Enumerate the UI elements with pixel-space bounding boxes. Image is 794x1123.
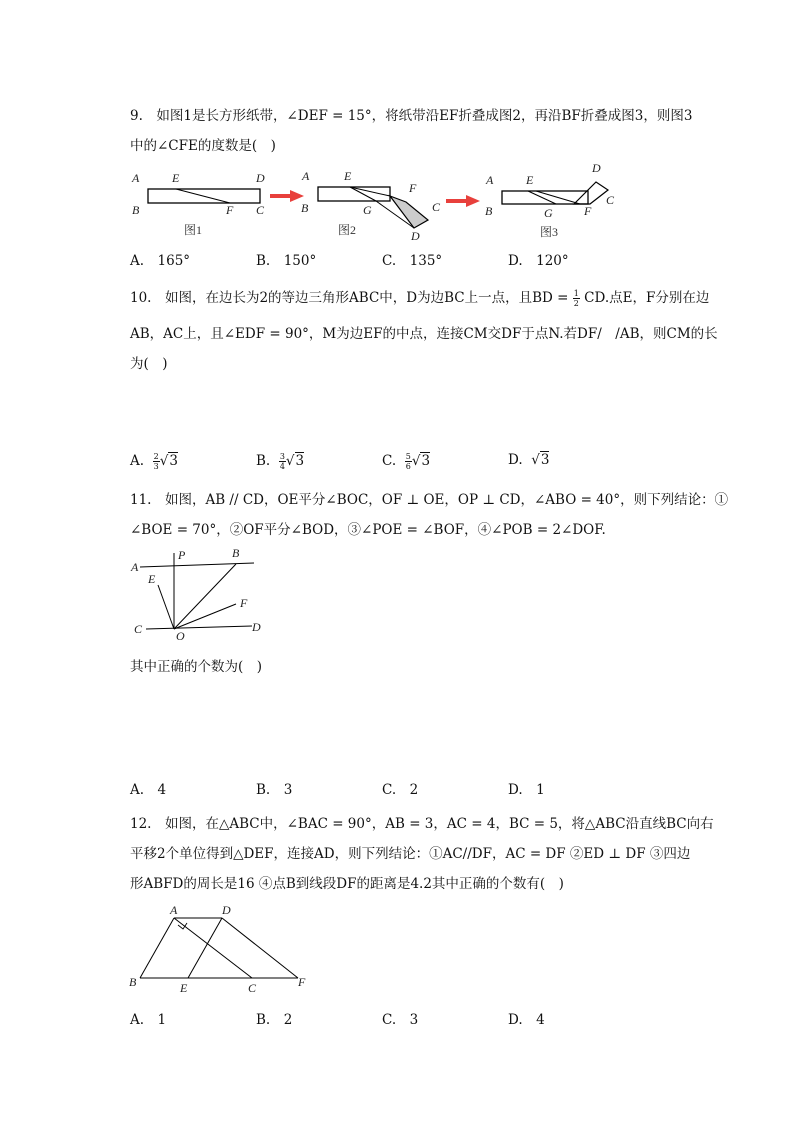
q12-figure <box>126 902 316 997</box>
q12-stem-line1: 12. 如图，在△ABC中，∠BAC = 90°，AB = 3，AC = 4，BC = 5，将△ABC沿直线BC向右 <box>130 816 714 832</box>
q11-stem-line1: 11. 如图，AB // CD，OE平分∠BOC，OF ⊥ OE，OP ⊥ CD，∠ABO = 40°，则下列结论：① <box>130 492 729 508</box>
arrow-right-icon-1 <box>270 190 304 202</box>
svg-text:C: C <box>256 203 265 217</box>
q10-stem-line3: 为( ) <box>130 356 168 372</box>
q12-option-a[interactable]: A. 1 <box>130 1012 167 1028</box>
svg-text:E: E <box>526 173 534 187</box>
arrow-right-icon-2 <box>446 195 480 207</box>
svg-text:D: D <box>592 161 601 175</box>
q11-stem-line3: 其中正确的个数为( ) <box>130 659 263 675</box>
q11-option-d[interactable]: D. 1 <box>508 782 545 798</box>
svg-text:E: E <box>344 169 352 183</box>
svg-text:A: A <box>486 173 494 187</box>
svg-text:F: F <box>240 596 248 610</box>
svg-text:B: B <box>485 204 493 218</box>
q9-stem-line2: 中的∠CFE的度数是( ) <box>130 138 276 154</box>
q9-option-c[interactable]: C. 135° <box>382 253 443 269</box>
svg-text:E: E <box>148 572 156 586</box>
q11-option-b[interactable]: B. 3 <box>256 782 293 798</box>
q11-stem-line2: ∠BOE = 70°，②OF平分∠BOD，③∠POE = ∠BOF，④∠POB = 2∠DOF. <box>130 522 606 538</box>
q10-option-d[interactable]: D. √3 <box>508 452 550 468</box>
q12-option-c[interactable]: C. 3 <box>382 1012 419 1028</box>
svg-text:D: D <box>256 171 265 185</box>
svg-text:D: D <box>252 620 261 634</box>
q9-stem-line1: 9. 如图1是长方形纸带，∠DEF = 15°，将纸带沿EF折叠成图2，再沿BF折叠成图3，则图3 <box>130 108 693 124</box>
q12-stem-line3: 形ABFD的周长是16 ④点B到线段DF的距离是4.2其中正确的个数有( ) <box>130 876 564 892</box>
svg-text:O: O <box>176 629 185 643</box>
svg-text:A: A <box>131 560 139 574</box>
q10-stem-line2: AB，AC上，且∠EDF = 90°，M为边EF的中点，连接CM交DF于点N.若DF/ /AB，则CM的长 <box>130 326 718 342</box>
svg-text:F: F <box>226 203 234 217</box>
svg-text:图3: 图3 <box>540 225 559 239</box>
svg-text:D: D <box>411 229 420 242</box>
svg-text:B: B <box>301 201 309 215</box>
svg-text:A: A <box>170 903 178 917</box>
svg-text:G: G <box>363 203 372 217</box>
svg-text:A: A <box>132 171 140 185</box>
svg-text:P: P <box>178 548 186 562</box>
q9-figures <box>128 160 628 242</box>
svg-text:A: A <box>302 169 310 183</box>
q11-figure <box>128 545 268 645</box>
svg-text:E: E <box>172 171 180 185</box>
q11-option-a[interactable]: A. 4 <box>130 782 167 798</box>
q9-figure-1 <box>131 171 265 237</box>
svg-text:E: E <box>180 981 188 995</box>
svg-text:图1: 图1 <box>184 223 203 237</box>
q9-option-d[interactable]: D. 120° <box>508 253 569 269</box>
q10-option-b[interactable]: B. $\frac{3}{4}$ √3 <box>256 452 305 471</box>
q12-option-d[interactable]: D. 4 <box>508 1012 545 1028</box>
svg-text:C: C <box>606 193 615 207</box>
svg-text:D: D <box>222 903 231 917</box>
svg-text:F: F <box>298 975 306 989</box>
q10-option-a[interactable]: A. $\frac{2}{3}$ √3 <box>130 452 178 471</box>
q9-figure-2 <box>301 169 441 242</box>
svg-text:图2: 图2 <box>338 223 357 237</box>
q10-stem-line1: 10. 如图，在边长为2的等边三角形ABC中，D为边BC上一点，且BD = $\frac{1}{2}$ CD.点E，F分别在边 <box>130 289 710 308</box>
svg-text:C: C <box>432 200 441 214</box>
svg-text:G: G <box>544 206 553 220</box>
q10-option-c[interactable]: C. $\frac{5}{6}$ √3 <box>382 452 431 471</box>
q12-option-b[interactable]: B. 2 <box>256 1012 293 1028</box>
q10-fraction: $\frac{1}{2}$ <box>573 289 579 308</box>
q12-stem-line2: 平移2个单位得到△DEF，连接AD，则下列结论：①AC//DF，AC = DF ②ED ⊥ DF ③四边 <box>130 846 691 862</box>
q11-option-c[interactable]: C. 2 <box>382 782 419 798</box>
svg-text:B: B <box>132 203 140 217</box>
svg-text:F: F <box>409 181 417 195</box>
q9-option-b[interactable]: B. 150° <box>256 253 317 269</box>
svg-text:F: F <box>584 204 592 218</box>
svg-text:C: C <box>134 622 143 636</box>
q9-figure-3 <box>485 161 615 239</box>
svg-text:B: B <box>129 975 137 989</box>
svg-text:B: B <box>232 546 240 560</box>
svg-text:C: C <box>248 981 257 995</box>
q9-option-a[interactable]: A. 165° <box>130 253 191 269</box>
